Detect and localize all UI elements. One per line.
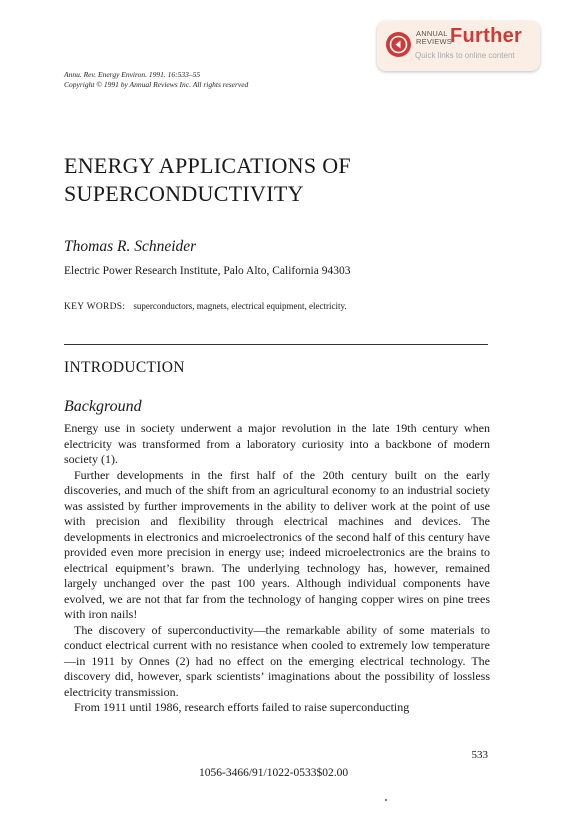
paragraph: The discovery of superconductivity—the remarkable ability of some materials to conduct electrical current with no resistance when cooled to extremely low temperature—in 1911 by Onnes (2) had no effect on the emerging electrical technology. The discovery did, however, spark scientists’ imaginations about the possibility of lossless electricity transmission. <box>64 622 490 699</box>
paragraph: From 1911 until 1986, research efforts failed to raise superconducting <box>74 700 410 714</box>
article-title <box>64 152 351 208</box>
body-text <box>64 421 490 716</box>
subsection-heading: Background <box>64 398 142 415</box>
annual-reviews-further-badge[interactable] <box>377 21 540 71</box>
keywords-list: superconductors, magnets, electrical equipment, electricity. <box>133 301 347 311</box>
journal-citation-block <box>64 70 248 89</box>
copyright-notice: Copyright © 1991 by Annual Reviews Inc. All rights reserved <box>64 79 249 89</box>
further-brand-label: Further <box>450 25 523 47</box>
author-name: Thomas R. Schneider <box>64 238 197 255</box>
journal-citation: Annu. Rev. Energy Environ. 1991. 16:533–55 <box>64 70 201 79</box>
section-heading: INTRODUCTION <box>64 359 185 376</box>
scan-speck <box>385 799 387 801</box>
keywords-line <box>64 301 347 312</box>
badge-tagline: Quick links to online content <box>415 51 515 60</box>
paragraph: Further developments in the first half of the 20th century built on the early discoveries, and much of the shift from an agricultural economy to an industrial society was assisted by further improvements in the ability to deliver work at the point of use with precision and flexibility through electrical machines and devices. The developments in electronics and microelectronics of the second half of this century have provided even more precision in energy use; indeed microelectronics are the brains to electrical equipment’s brawn. The underlying technology has, however, remained largely unchanged over the past 100 years. Although individual components have evolved, we are not that far from the technology of hanging copper wires on pine trees with iron nails! <box>64 467 490 621</box>
article-title-line-1: ENERGY APPLICATIONS OF <box>64 153 351 178</box>
author-affiliation: Electric Power Research Institute, Palo Alto, California 94303 <box>64 265 351 277</box>
paragraph: Energy use in society underwent a major revolution in the late 19th century when electricity was transformed from a laboratory curiosity into a backbone of modern society (1). <box>64 421 490 466</box>
keywords-label: KEY WORDS: <box>64 302 126 312</box>
play-arrow-icon <box>386 32 411 57</box>
section-divider <box>64 344 488 345</box>
article-code: 1056-3466/91/1022-0533$02.00 <box>199 767 349 779</box>
article-title-line-2: SUPERCONDUCTIVITY <box>64 181 304 206</box>
page-number: 533 <box>471 749 488 761</box>
annual-reviews-wordmark: ANNUAL REVIEWS <box>416 29 452 46</box>
